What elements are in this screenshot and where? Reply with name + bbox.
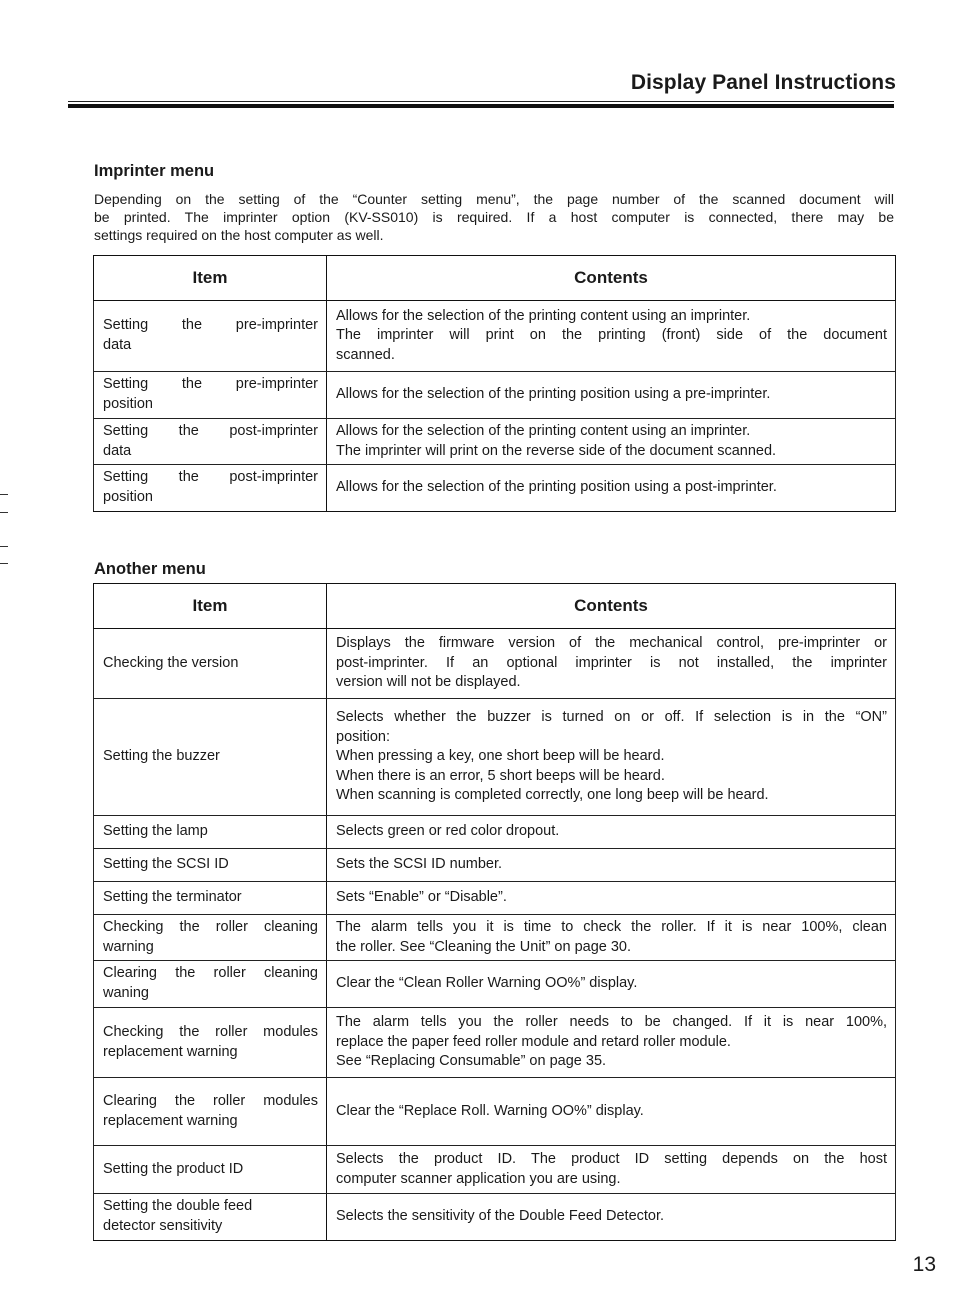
- table-row: [94, 1146, 896, 1194]
- another-menu-table: [93, 583, 896, 1241]
- item-text: position: [103, 489, 153, 505]
- contents-cell: [327, 465, 896, 512]
- contents-text: Allows for the selection of the printing content using an imprinter.: [336, 422, 751, 439]
- item-text: Setting the lamp: [103, 823, 208, 840]
- contents-text: computer scanner application you are using.: [336, 1170, 621, 1187]
- item-cell: [94, 629, 327, 699]
- contents-text: The alarm tells you it is time to check the roller. If it is near 100%, clean: [336, 918, 887, 935]
- contents-cell: [327, 961, 896, 1008]
- contents-cell: [327, 301, 896, 372]
- contents-text: version will not be displayed.: [336, 674, 521, 691]
- table-row: [94, 961, 896, 1008]
- contents-text: Sets “Enable” or “Disable”.: [336, 889, 507, 906]
- margin-mark: [0, 546, 8, 547]
- item-text: Setting the buzzer: [103, 748, 220, 765]
- contents-cell: [327, 849, 896, 882]
- contents-text: Selects green or red color dropout.: [336, 823, 560, 840]
- contents-text: Displays the firmware version of the mechanical control, pre-imprinter or: [336, 635, 887, 652]
- item-cell: [94, 1078, 327, 1146]
- item-text: Setting the pre-imprinter: [103, 317, 318, 334]
- item-cell: [94, 882, 327, 915]
- item-text: Checking the version: [103, 654, 239, 671]
- table-row: [94, 301, 896, 372]
- table-row: [94, 1008, 896, 1078]
- item-cell: [94, 372, 327, 419]
- contents-cell: [327, 882, 896, 915]
- item-text: Setting the terminator: [103, 889, 242, 906]
- margin-mark: [0, 494, 8, 495]
- intro-line: be printed. The imprinter option (KV-SS010) is required. If a host computer is connected, there may be: [94, 209, 894, 226]
- contents-text: Allows for the selection of the printing content using an imprinter.: [336, 307, 751, 324]
- table-row: [94, 816, 896, 849]
- contents-cell: [327, 1078, 896, 1146]
- intro-line: Depending on the setting of the “Counter setting menu”, the page number of the scanned document will: [94, 191, 894, 207]
- column-header-contents: Contents: [327, 256, 896, 301]
- item-text: Setting the post-imprinter: [103, 422, 318, 439]
- contents-text: When scanning is completed correctly, one long beep will be heard.: [336, 787, 769, 804]
- item-cell: [94, 961, 327, 1008]
- item-text: warning: [103, 938, 154, 955]
- item-text: replacement warning: [103, 1112, 238, 1129]
- item-text: replacement warning: [103, 1043, 238, 1060]
- table-row: [94, 915, 896, 961]
- header-rule-thick: [68, 104, 894, 108]
- table-row: [94, 882, 896, 915]
- item-cell: [94, 915, 327, 961]
- item-cell: [94, 849, 327, 882]
- item-text: Setting the post-imprinter: [103, 469, 318, 486]
- page-number: 13: [912, 1253, 936, 1276]
- item-text: Checking the roller cleaning: [103, 918, 318, 935]
- item-text: data: [103, 442, 132, 459]
- intro-line: settings required on the host computer as well.: [94, 227, 384, 244]
- contents-text: The alarm tells you the roller needs to be changed. If it is near 100%,: [336, 1014, 887, 1031]
- imprinter-menu-heading: Imprinter menu: [94, 162, 215, 180]
- item-text: waning: [103, 985, 149, 1001]
- item-text: Clearing the roller cleaning: [103, 965, 318, 982]
- contents-text: the roller. See “Cleaning the Unit” on page 30.: [336, 938, 632, 955]
- item-text: Clearing the roller modules: [103, 1092, 318, 1109]
- contents-text: position:: [336, 728, 391, 745]
- contents-text: Clear the “Replace Roll. Warning OO%” display.: [336, 1102, 644, 1119]
- contents-text: scanned.: [336, 346, 395, 363]
- contents-text: Selects the product ID. The product ID setting depends on the host: [336, 1150, 887, 1167]
- table-row: [94, 372, 896, 419]
- table-row: [94, 1194, 896, 1241]
- contents-text: The imprinter will print on the printing (front) side of the document: [336, 327, 887, 344]
- contents-text: When there is an error, 5 short beeps will be heard.: [336, 767, 665, 784]
- contents-cell: [327, 372, 896, 419]
- item-text: Setting the SCSI ID: [103, 856, 229, 873]
- item-cell: [94, 419, 327, 465]
- table-row: [94, 1078, 896, 1146]
- table-header-row: [94, 256, 896, 301]
- item-cell: [94, 816, 327, 849]
- item-cell: [94, 301, 327, 372]
- table-row: [94, 699, 896, 816]
- contents-text: post-imprinter. If an optional imprinter is not installed, the imprinter: [336, 654, 887, 671]
- margin-mark: [0, 563, 8, 564]
- table-row: [94, 629, 896, 699]
- item-cell: [94, 1008, 327, 1078]
- contents-text: Selects the sensitivity of the Double Feed Detector.: [336, 1208, 665, 1225]
- contents-text: Clear the “Clean Roller Warning OO%” display.: [336, 975, 638, 992]
- contents-cell: [327, 699, 896, 816]
- contents-text: See “Replacing Consumable” on page 35.: [336, 1053, 607, 1070]
- contents-text: Selects whether the buzzer is turned on or off. If selection is in the “ON”: [336, 709, 887, 726]
- contents-cell: [327, 419, 896, 465]
- item-text: position: [103, 396, 153, 412]
- item-text: Setting the double feed: [103, 1198, 253, 1215]
- contents-cell: [327, 915, 896, 961]
- table-row: [94, 419, 896, 465]
- column-header-item: Item: [94, 584, 327, 629]
- contents-text: Allows for the selection of the printing position using a pre-imprinter.: [336, 386, 771, 403]
- contents-cell: [327, 629, 896, 699]
- item-text: Checking the roller modules: [103, 1023, 318, 1040]
- contents-text: The imprinter will print on the reverse side of the document scanned.: [336, 442, 777, 459]
- contents-cell: [327, 816, 896, 849]
- contents-text: Sets the SCSI ID number.: [336, 856, 503, 873]
- contents-text: Allows for the selection of the printing position using a post-imprinter.: [336, 479, 777, 496]
- item-text: data: [103, 337, 132, 353]
- contents-text: replace the paper feed roller module and retard roller module.: [336, 1033, 731, 1050]
- item-text: Setting the product ID: [103, 1160, 244, 1177]
- margin-mark: [0, 512, 8, 513]
- contents-cell: [327, 1194, 896, 1241]
- column-header-contents: Contents: [327, 584, 896, 629]
- another-menu-heading: Another menu: [94, 560, 206, 578]
- column-header-item: Item: [94, 256, 327, 301]
- item-text: detector sensitivity: [103, 1218, 223, 1234]
- contents-text: When pressing a key, one short beep will be heard.: [336, 748, 665, 765]
- item-cell: [94, 1146, 327, 1194]
- item-text: Setting the pre-imprinter: [103, 376, 318, 393]
- contents-cell: [327, 1008, 896, 1078]
- table-row: [94, 465, 896, 512]
- item-cell: [94, 1194, 327, 1241]
- item-cell: [94, 699, 327, 816]
- imprinter-menu-table: [93, 255, 896, 512]
- item-cell: [94, 465, 327, 512]
- header-rule-thin: [68, 101, 894, 102]
- table-header-row: [94, 584, 896, 629]
- contents-cell: [327, 1146, 896, 1194]
- imprinter-menu-intro: [94, 190, 894, 245]
- page-header-title: Display Panel Instructions: [630, 71, 896, 94]
- table-row: [94, 849, 896, 882]
